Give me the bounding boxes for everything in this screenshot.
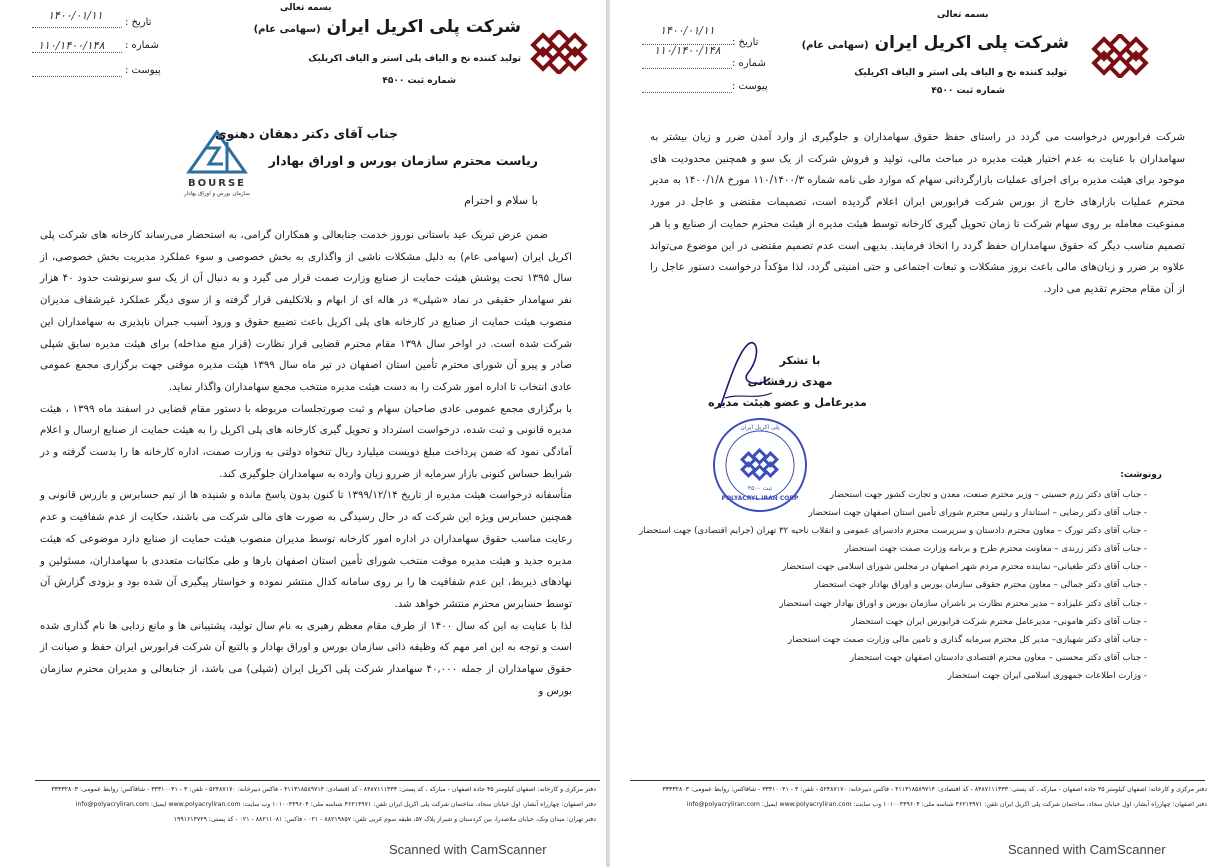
footer-divider — [35, 780, 600, 781]
attachment-line — [32, 76, 122, 77]
addressee-name: جناب آقای دکتر دهقان دهنوی — [215, 126, 398, 141]
stamp-text: POLYACRYL IRAN CORP — [721, 495, 799, 502]
attachment-label: پیوست : — [732, 81, 768, 92]
attachment-label: پیوست : — [125, 65, 161, 76]
company-name — [802, 33, 1069, 53]
number-line — [32, 52, 122, 53]
company-name — [254, 17, 521, 37]
number-value: ۱۱۰/۱۴۰۰/۱۴۸ — [38, 39, 105, 52]
company-type: (سهامی عام) — [253, 24, 321, 35]
date-value: ۱۴۰۰/۰۱/۱۱ — [660, 24, 715, 37]
scanned-watermark: Scanned with CamScanner — [389, 842, 547, 857]
footer-address-central: دفتر مرکزی و کارخانه: اصفهان کیلومتر ۴۵ جاده اصفهان - مبارکه ، کد پستی: ۸۴۸۷۱۱۱۳۳۳ - کد اقتصادی: ۴۱۱۳۱۸۵۸۹۷۱۴ - فاکس دبیرخانه: ۵۲۴۸۷۱۷۰ - تلفن: ۳ - ۳۳۳۱۰۰۴۱ - شاقاکس: روابط عمومی: ۳۳۳۳۲۸۰۳ — [51, 786, 596, 793]
company-name-text: شرکت پلی اکریل ایران — [874, 33, 1069, 53]
list-item: - جناب آقای دکتر طغیانی– نماینده محترم مردم شهر اصفهان در مجلس شورای اسلامی جهت استحضار — [639, 558, 1147, 576]
greeting: با سلام و احترام — [464, 194, 538, 207]
company-type: (سهامی عام) — [801, 40, 869, 51]
date-label: تاریخ : — [125, 17, 152, 28]
date-value: ۱۴۰۰/۰۱/۱۱ — [48, 9, 103, 22]
registration-number: شماره ثبت ۴۵۰۰ — [931, 86, 1005, 96]
stamp-registration: ثبت ۴۵۰۰ — [747, 485, 773, 492]
bismillah: بسمه تعالی — [280, 3, 332, 13]
scanned-watermark: Scanned with CamScanner — [1008, 842, 1166, 857]
footer-address-isfahan: دفتر اصفهان: چهارراه آبشار، اول خیابان سجاد، ساختمان شرکت پلی اکریل ایران تلفن: ۳۶۲۱۴۹۷۱ شناسه ملی: ۱۰۱۰۰۴۴۹۶۰۴ وب سایت: www.polyacryliran.com ایمیل: info@polyacryliran.com — [686, 801, 1207, 808]
list-item: - جناب آقای دکتر رزم حسینی – وزیر محترم صنعت، معدن و تجارت کشور جهت استحضار — [639, 486, 1147, 504]
paragraph-3: متأسفانه درخواست هیئت مدیره از تاریخ ۱۳۹۹/۱۲/۱۴ تا کنون بدون پاسخ مانده و شنیده ها از تیم حسابرس و بازرس قانونی و همچنین حسابرس ویژه این شرکت که در حال رسیدگی به صورت های مالی شرکت می باشند، حکایت از عدم شفافیت و عدم رعایت مناسب حقوق سهامداران در اداره امور کارخانه توسط مدیران منصوب هیئت حمایت از صنایع دارد موضوعی که هیئت مدیره جدید و هیئت مدیره موقت منتخب شورای تأمین استان اصفهان بارها و طی مکاتبات متعددی با سهامداران، مسئولین و نهادهای ذیربط، این عدم شفافیت ها را بر روی سامانه کدال منتشر نموده و خواستار پیگیری آن شده بود و بزودی گزارش آن توسط حسابرس محترم منتشر خواهد شد. — [40, 490, 572, 610]
signature-thanks: با تشکر — [779, 354, 821, 367]
number-label: شماره : — [732, 58, 766, 69]
list-item: - جناب آقای دکتر هامونی– مدیرعامل محترم شرکت فرابورس ایران جهت استحضار — [639, 613, 1147, 631]
list-item: - جناب آقای دکتر محسنی – معاون محترم اقتصادی دادستان اصفهان جهت استحضار — [639, 649, 1147, 667]
list-item: - جناب آقای دکتر رضایی – استاندار و رئیس محترم شورای تأمین استان اصفهان جهت استحضار — [639, 504, 1147, 522]
signature-title: مدیرعامل و عضو هیئت مدیره — [708, 396, 867, 409]
signature-name: مهدی زرفشانی — [747, 375, 833, 388]
list-item: - جناب آقای دکتر زرندی – معاونت محترم طرح و برنامه وزارت صمت جهت استحضار — [639, 540, 1147, 558]
recipients-list — [639, 486, 1147, 685]
addressee-title: ریاست محترم سازمان بورس و اوراق بهادار — [268, 153, 538, 168]
date-label: تاریخ : — [732, 37, 759, 48]
paragraph-4: لذا با عنایت به این که سال ۱۴۰۰ از طرف مقام معظم رهبری به نام سال تولید، پشتیبانی ها و مانع زدایی ها نام گذاری شده است و توجه به این امر مهم که وظیفه ذاتی سازمان بورس و اوراق بهادار و بالتبع آن شرکت فرابورس ایران حفظ و صیانت از حقوق سهامداران از جمله ۴۰,۰۰۰ سهامدار شرکت پلی اکریل ایران (شپلی) می باشد، از جنابعالی و مدیران محترم سازمان بورس و — [40, 620, 572, 697]
company-description: تولید کننده نخ و الیاف پلی استر و الیاف اکریلیک — [854, 68, 1067, 78]
registration-number: شماره ثبت ۴۵۰۰ — [382, 76, 456, 86]
bourse-logo-subtitle: سازمان بورس و اوراق بهادار — [183, 191, 250, 197]
paragraph-1: شرکت فرابورس درخواست می گردد در راستای حفظ حقوق سهامداران و جلوگیری از وارد آمدن ضرر و زیان بیشتر به سهامداران با عنایت به عدم اختیار هیئت مدیره در مباحث مالی، تولید و فروش شرکت از یک سو و همچنین محدودیت های موجود برای هیئت مدیره برای اجرای عملیات بازارگردانی سهام که موارد طی نامه شماره ۱۱۰/۱۴۰۰/۳ مورخ ۱۴۰۰/۱/۸ به مدیر محترم عملیات بازارهای خارج از بورس شرکت فرابورس ایران اعلام گردیده است، تصمیمات مقتضی و عاجل در مورد ممنوعیت معامله بر روی سهام شرکت تا زمان تحویل گیری کارخانه توسط هیئت مدیره از هیئت محترم حمایت از صنایع و یا هر تصمیم مناسب دیگر که حقوق سهامداران حفظ گردد را اتخاذ فرمایند. بدیهی است عدم تصمیم مقتضی در این موضوع می‌تواند علاوه بر ضرر و زیان‌های مالی باعث بروز مشکلات و تبعات اجتماعی و حتی امنیتی گردد، لذا مؤکداً درخواست دستور عاجل را از آن مقام محترم تقدیم می دارد. — [650, 132, 1185, 295]
letter-body-right — [650, 127, 1185, 301]
bismillah: بسمه تعالی — [937, 10, 989, 20]
attachment-line — [642, 92, 732, 93]
paragraph-1: ضمن عرض تبریک عید باستانی نوروز خدمت جنابعالی و همکاران گرامی، به استحضار می‌رساند کارخانه های شرکت پلی اکریل ایران (سهامی عام) به دلیل مشکلات ناشی از واگذاری به بخش خصوصی و سوء عملکرد مدیریت بخش خصوصی، از سال ۱۳۹۵ تحت پوشش هیئت حمایت از صنایع وزارت صمت قرار می گیرد و به دنبال آن از یک سو سرنوشت حدود ۴۰ هزار نفر سهامدار حقیقی در نماد «شپلی» در هاله ای از ابهام و بلاتکلیفی قرار گرفته و از سوی دیگر عملکرد غیرشفاف مدیران منصوب هیئت حمایت از صنایع در کارخانه های پلی اکریل باعث تضییع حقوق و ورود آسیب جبران ناپذیری به سهامداران این شرکت شده است. در اواخر سال ۱۳۹۸ مقام محترم قضایی قرار نظارت (قرار منع مداخله) برای هیئت مدیره سابق شپلی صادر و پیرو آن شورای محترم تأمین استان اصفهان در تیر ماه سال ۱۳۹۹ هیئت مدیره موقتی جهت برگزاری مجمع عمومی عادی انتخاب تا اداره امور شرکت را به دست هیئت مدیره منتخب مجمع سهامداران واگذار نماید. — [40, 230, 573, 393]
company-description: تولید کننده نخ و الیاف پلی استر و الیاف اکریلیک — [308, 54, 521, 64]
footer-address-isfahan: دفتر اصفهان: چهارراه آبشار، اول خیابان سجاد، ساختمان شرکت پلی اکریل ایران تلفن: ۳۶۲۱۴۹۷۱ شناسه ملی: ۱۰۱۰۰۴۴۹۶۰۴ وب سایت: www.polyacryliran.com ایمیل: info@polyacryliran.com — [75, 801, 596, 808]
letter-page-right — [610, 0, 1217, 867]
bourse-logo-text: BOURSE — [188, 178, 246, 189]
number-line — [642, 68, 732, 69]
company-logo-icon — [1091, 34, 1149, 78]
handwritten-signature-icon — [710, 338, 780, 418]
company-logo-icon — [530, 30, 588, 74]
number-value: ۱۱۰/۱۴۰۰/۱۴۸ — [654, 44, 721, 57]
recipients-title: رونوشت: — [1120, 470, 1162, 480]
footer-divider — [630, 780, 1205, 781]
paragraph-2: با برگزاری مجمع عمومی عادی صاحبان سهام و ثبت صورتجلسات مربوطه با دستور مقام قضایی در اسفند ماه ۱۳۹۹ ، هیئت مدیره قانونی و ثبت شده، درخواست استرداد و تحویل گیری کارخانه های پلی اکریل را به هیئت حمایت از صنایع ارسال و اعلام آمادگی نمود که ضمن پرداخت مبلغ دویست میلیارد ریال تنخواه دولتی به وزارت صمت، اداره کارخانه ها را بدست گرفته و در شرایط حساس کنونی بازار سرمایه از ضررو زیان وارده به سهامداران جلوگیری کند. — [40, 403, 572, 480]
list-item: - جناب آقای دکتر شهبازی– مدیر کل محترم سرمایه گذاری و تامین مالی وزارت صمت جهت استحضار — [639, 631, 1147, 649]
list-item: - وزارت اطلاعات جمهوری اسلامی ایران جهت استحضار — [639, 667, 1147, 685]
list-item: - جناب آقای دکتر علیزاده – مدیر محترم نظارت بر ناشران سازمان بورس و اوراق بهادار جهت استحضار — [639, 595, 1147, 613]
number-label: شماره : — [125, 40, 159, 51]
list-item: - جناب آقای دکتر تورک – معاون محترم دادستان و سرپرست محترم دادسرای عمومی و انقلاب ناحیه ۳۲ تهران (جرایم اقتصادی) جهت استحضار — [639, 522, 1147, 540]
letter-page-left — [0, 0, 607, 867]
list-item: - جناب آقای دکتر جمالی – معاون محترم حقوقی سازمان بورس و اوراق بهادار جهت استحضار — [639, 576, 1147, 594]
company-name-text: شرکت پلی اکریل ایران — [326, 17, 521, 37]
date-line — [32, 27, 122, 28]
footer-address-tehran: دفتر تهران: میدان ونک، خیابان ملاصدرا، بین کردستان و شیراز پلاک ۵۷، طبقه سوم غربی تلفن: ۸۸۲۱۹۸۵۷ - ۰۲۱ - فاکس: ۸۸۲۱۱۰۸۱ - ۰۲۱ - کد پستی: ۱۹۹۱۶۱۴۷۲۹ — [173, 816, 596, 823]
stamp-text-fa: پلی اکریل ایران — [740, 424, 780, 431]
letter-body-left — [40, 225, 572, 702]
footer-address-central: دفتر مرکزی و کارخانه: اصفهان کیلومتر ۴۵ جاده اصفهان - مبارکه ، کد پستی: ۸۴۸۷۱۱۱۳۳۳ - کد اقتصادی: ۴۱۱۳۱۸۵۸۹۷۱۴ - فاکس دبیرخانه: ۵۲۴۸۷۱۷۰ - تلفن: ۳ - ۳۳۳۱۰۰۴۱ - شاقاکس: روابط عمومی: ۳۳۳۳۲۸۰۳ — [662, 786, 1207, 793]
